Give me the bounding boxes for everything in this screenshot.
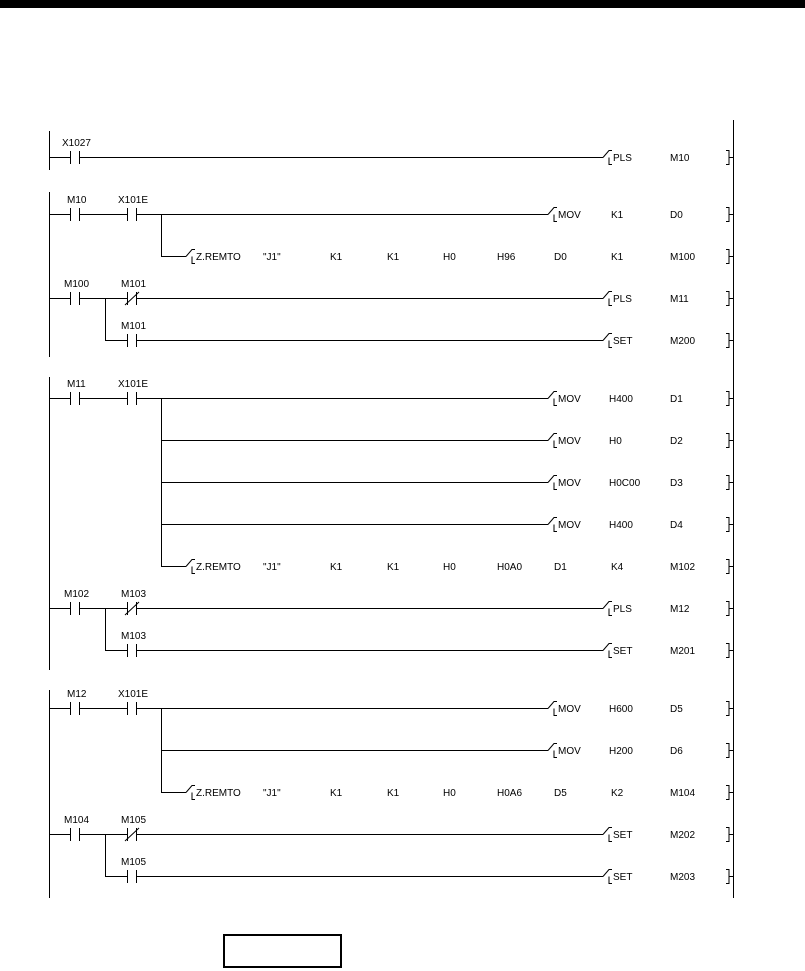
operand: H400 bbox=[609, 520, 633, 531]
nc-contact[interactable] bbox=[125, 602, 139, 615]
operand: H96 bbox=[497, 252, 516, 263]
operand: "J1" bbox=[263, 562, 281, 573]
no-contact[interactable] bbox=[128, 702, 137, 715]
instruction-bracket bbox=[603, 151, 612, 165]
operand: D1 bbox=[670, 394, 683, 405]
instruction-op: Z.REMTO bbox=[196, 788, 241, 799]
instruction-op: MOV bbox=[558, 394, 581, 405]
contact-label: X1027 bbox=[62, 138, 91, 149]
operand: H0A0 bbox=[497, 562, 523, 573]
operand: D5 bbox=[670, 704, 683, 715]
instruction-close bbox=[726, 334, 733, 348]
nc-contact[interactable] bbox=[125, 828, 139, 841]
instruction-bracket bbox=[603, 292, 612, 306]
operand: D1 bbox=[554, 562, 567, 573]
operand: K1 bbox=[387, 788, 400, 799]
operand: K1 bbox=[611, 252, 624, 263]
instruction-close bbox=[726, 250, 733, 264]
contact-label: M12 bbox=[67, 689, 87, 700]
nc-contact[interactable] bbox=[125, 292, 139, 305]
rung-4 bbox=[49, 379, 733, 574]
operand: H0 bbox=[609, 436, 622, 447]
operand: M200 bbox=[670, 336, 696, 347]
instruction-op: SET bbox=[613, 830, 633, 841]
instruction-close bbox=[726, 208, 733, 222]
instruction-close bbox=[726, 151, 733, 165]
instruction-op: MOV bbox=[558, 520, 581, 531]
no-contact[interactable] bbox=[128, 870, 137, 883]
instruction-op: Z.REMTO bbox=[196, 562, 241, 573]
contact-label: M10 bbox=[67, 195, 87, 206]
contact-label: M11 bbox=[67, 379, 86, 390]
operand: D2 bbox=[670, 436, 683, 447]
branch-wire bbox=[162, 215, 187, 257]
rung-6 bbox=[49, 689, 733, 800]
instruction-bracket bbox=[186, 250, 195, 264]
operand: D0 bbox=[554, 252, 567, 263]
instruction-op: MOV bbox=[558, 704, 581, 715]
operand: K4 bbox=[611, 562, 624, 573]
operand: H400 bbox=[609, 394, 633, 405]
no-contact[interactable] bbox=[128, 334, 137, 347]
branch-wire bbox=[106, 299, 128, 341]
operand: M202 bbox=[670, 830, 696, 841]
instruction-op: PLS bbox=[613, 153, 632, 164]
operand: "J1" bbox=[263, 252, 281, 263]
rung-5 bbox=[49, 589, 733, 658]
no-contact[interactable] bbox=[71, 828, 80, 841]
contact-label: X101E bbox=[118, 379, 149, 390]
contact-label: M103 bbox=[121, 631, 147, 642]
no-contact[interactable] bbox=[71, 208, 80, 221]
operand: M11 bbox=[670, 294, 689, 305]
rung-7 bbox=[49, 815, 733, 884]
contact-label: M100 bbox=[64, 279, 90, 290]
instruction-op: Z.REMTO bbox=[196, 252, 241, 263]
no-contact[interactable] bbox=[71, 702, 80, 715]
operand: M104 bbox=[670, 788, 696, 799]
instruction-op: SET bbox=[613, 872, 633, 883]
rung-3 bbox=[49, 279, 733, 348]
rung-2 bbox=[49, 195, 733, 264]
contact-label: M105 bbox=[121, 857, 147, 868]
instruction-op: SET bbox=[613, 646, 633, 657]
instruction-op: PLS bbox=[613, 294, 632, 305]
no-contact[interactable] bbox=[49, 151, 603, 164]
contact-label: M103 bbox=[121, 589, 147, 600]
rung-1 bbox=[49, 138, 733, 165]
operand: M100 bbox=[670, 252, 696, 263]
operand: K1 bbox=[387, 252, 400, 263]
instruction-close bbox=[726, 292, 733, 306]
operand: D4 bbox=[670, 520, 683, 531]
no-contact[interactable] bbox=[128, 208, 137, 221]
no-contact[interactable] bbox=[128, 644, 137, 657]
instruction-op: SET bbox=[613, 336, 633, 347]
operand: K1 bbox=[330, 562, 343, 573]
operand: D3 bbox=[670, 478, 683, 489]
page-number-box bbox=[223, 934, 342, 968]
instruction-bracket bbox=[603, 334, 612, 348]
operand: H600 bbox=[609, 704, 633, 715]
operand: K1 bbox=[387, 562, 400, 573]
instruction-op: MOV bbox=[558, 478, 581, 489]
instruction-bracket bbox=[548, 208, 557, 222]
no-contact[interactable] bbox=[71, 392, 80, 405]
contact-label: M101 bbox=[121, 279, 147, 290]
no-contact[interactable] bbox=[128, 392, 137, 405]
operand: M201 bbox=[670, 646, 696, 657]
branch-wire bbox=[106, 835, 128, 877]
operand: K2 bbox=[611, 788, 624, 799]
contact-label: X101E bbox=[118, 195, 149, 206]
operand: H0 bbox=[443, 788, 456, 799]
instruction-op: MOV bbox=[558, 210, 581, 221]
instruction-op: PLS bbox=[613, 604, 632, 615]
contact-label: M104 bbox=[64, 815, 90, 826]
operand: "J1" bbox=[263, 788, 281, 799]
operand: M102 bbox=[670, 562, 696, 573]
operand: H0A6 bbox=[497, 788, 523, 799]
operand: H200 bbox=[609, 746, 633, 757]
contact-label: X101E bbox=[118, 689, 149, 700]
instruction-op: MOV bbox=[558, 436, 581, 447]
operand: H0 bbox=[443, 562, 456, 573]
operand: D6 bbox=[670, 746, 683, 757]
operand: H0 bbox=[443, 252, 456, 263]
operand: K1 bbox=[330, 788, 343, 799]
no-contact[interactable] bbox=[71, 602, 80, 615]
contact-label: M101 bbox=[121, 321, 147, 332]
operand: H0C00 bbox=[609, 478, 641, 489]
operand: M12 bbox=[670, 604, 690, 615]
operand: D0 bbox=[670, 210, 683, 221]
instruction-op: MOV bbox=[558, 746, 581, 757]
no-contact[interactable] bbox=[71, 292, 80, 305]
contact-label: M105 bbox=[121, 815, 147, 826]
branch-wire bbox=[106, 609, 128, 651]
operand: M10 bbox=[670, 153, 690, 164]
operand: K1 bbox=[330, 252, 343, 263]
contact-label: M102 bbox=[64, 589, 90, 600]
operand: K1 bbox=[611, 210, 624, 221]
operand: D5 bbox=[554, 788, 567, 799]
operand: M203 bbox=[670, 872, 696, 883]
